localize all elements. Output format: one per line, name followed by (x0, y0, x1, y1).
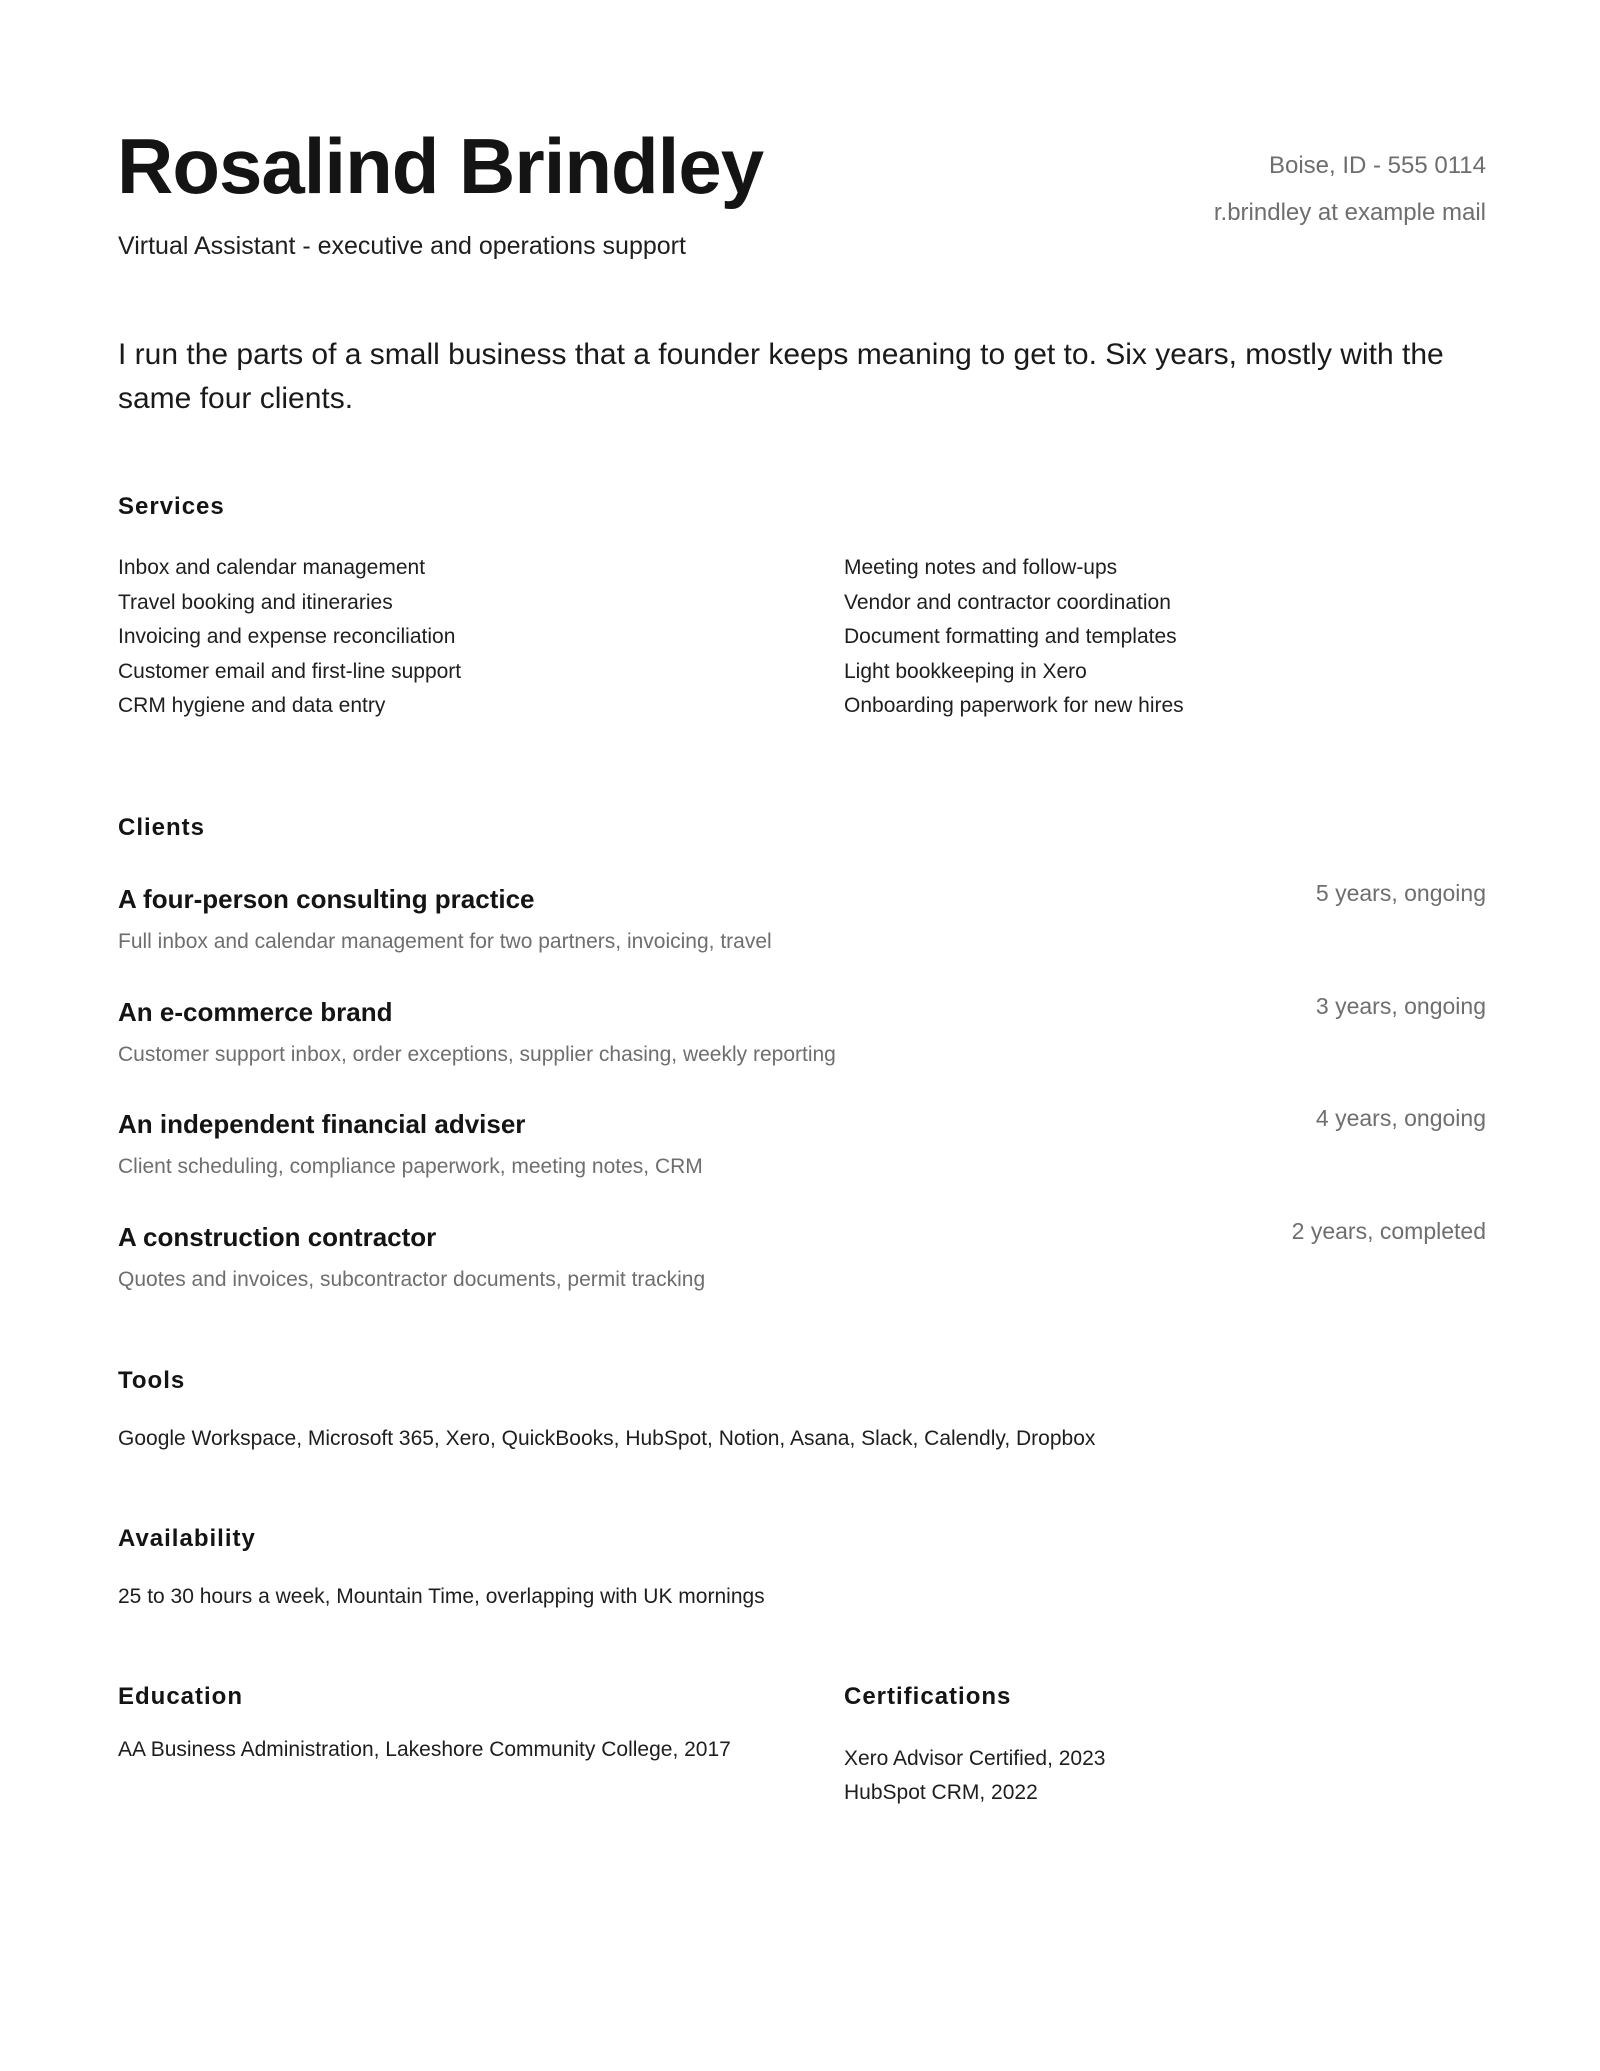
client-description: Client scheduling, compliance paperwork, meeting notes, CRM (118, 1155, 703, 1178)
client-name: A four-person consulting practice (118, 884, 535, 914)
services-list-left (118, 551, 461, 724)
client-duration: 4 years, ongoing (1315, 1105, 1486, 1131)
services-list-right (844, 551, 1184, 724)
client-description: Quotes and invoices, subcontractor documents, permit tracking (118, 1268, 706, 1291)
service-item: Meeting notes and follow-ups (844, 556, 1118, 579)
service-item: Vendor and contractor coordination (844, 590, 1171, 614)
service-item: Inbox and calendar management (118, 556, 426, 579)
summary: I run the parts of a small business that a founder keeps meaning to get to. Six years, mostly with the same four clients. (118, 338, 1444, 415)
candidate-subtitle: Virtual Assistant - executive and operations support (118, 232, 686, 260)
service-item: CRM hygiene and data entry (118, 694, 386, 717)
client-entry (118, 882, 1486, 992)
location-phone: Boise, ID - 555 0114 (1268, 152, 1486, 179)
client-name: An e-commerce brand (118, 997, 393, 1027)
client-name: A construction contractor (118, 1222, 437, 1252)
client-entry (118, 1220, 1486, 1330)
client-description: Full inbox and calendar management for two partners, invoicing, travel (118, 930, 772, 953)
certifications-heading: Certifications (844, 1683, 1012, 1710)
client-duration: 5 years, ongoing (1315, 880, 1486, 906)
availability-heading: Availability (118, 1525, 256, 1552)
availability-text: 25 to 30 hours a week, Mountain Time, overlapping with UK mornings (118, 1585, 765, 1608)
contact-block (1214, 150, 1486, 244)
certifications-list (844, 1742, 1105, 1810)
client-name: An independent financial adviser (118, 1109, 526, 1139)
services-heading: Services (118, 493, 225, 520)
service-item: Document formatting and templates (844, 625, 1177, 648)
certification-item: HubSpot CRM, 2022 (844, 1781, 1038, 1804)
service-item: Light bookkeeping in Xero (844, 659, 1087, 683)
client-description: Customer support inbox, order exceptions, supplier chasing, weekly reporting (118, 1043, 836, 1066)
education-heading: Education (118, 1683, 244, 1710)
client-entry (118, 995, 1486, 1105)
certification-item: Xero Advisor Certified, 2023 (844, 1747, 1106, 1770)
service-item: Onboarding paperwork for new hires (844, 694, 1184, 717)
service-item: Customer email and first-line support (118, 659, 462, 683)
client-duration: 2 years, completed (1291, 1218, 1486, 1244)
candidate-name: Rosalind Brindley (117, 122, 764, 210)
tools-list: Google Workspace, Microsoft 365, Xero, QuickBooks, HubSpot, Notion, Asana, Slack, Calendly, Dropbox (118, 1427, 1096, 1450)
service-item: Travel booking and itineraries (118, 590, 393, 614)
email: r.brindley at example mail (1213, 199, 1486, 226)
client-duration: 3 years, ongoing (1315, 993, 1486, 1019)
service-item: Invoicing and expense reconciliation (118, 625, 456, 648)
client-entry (118, 1107, 1486, 1217)
education-text: AA Business Administration, Lakeshore Community College, 2017 (118, 1738, 731, 1761)
tools-heading: Tools (118, 1367, 186, 1394)
clients-heading: Clients (118, 814, 206, 841)
